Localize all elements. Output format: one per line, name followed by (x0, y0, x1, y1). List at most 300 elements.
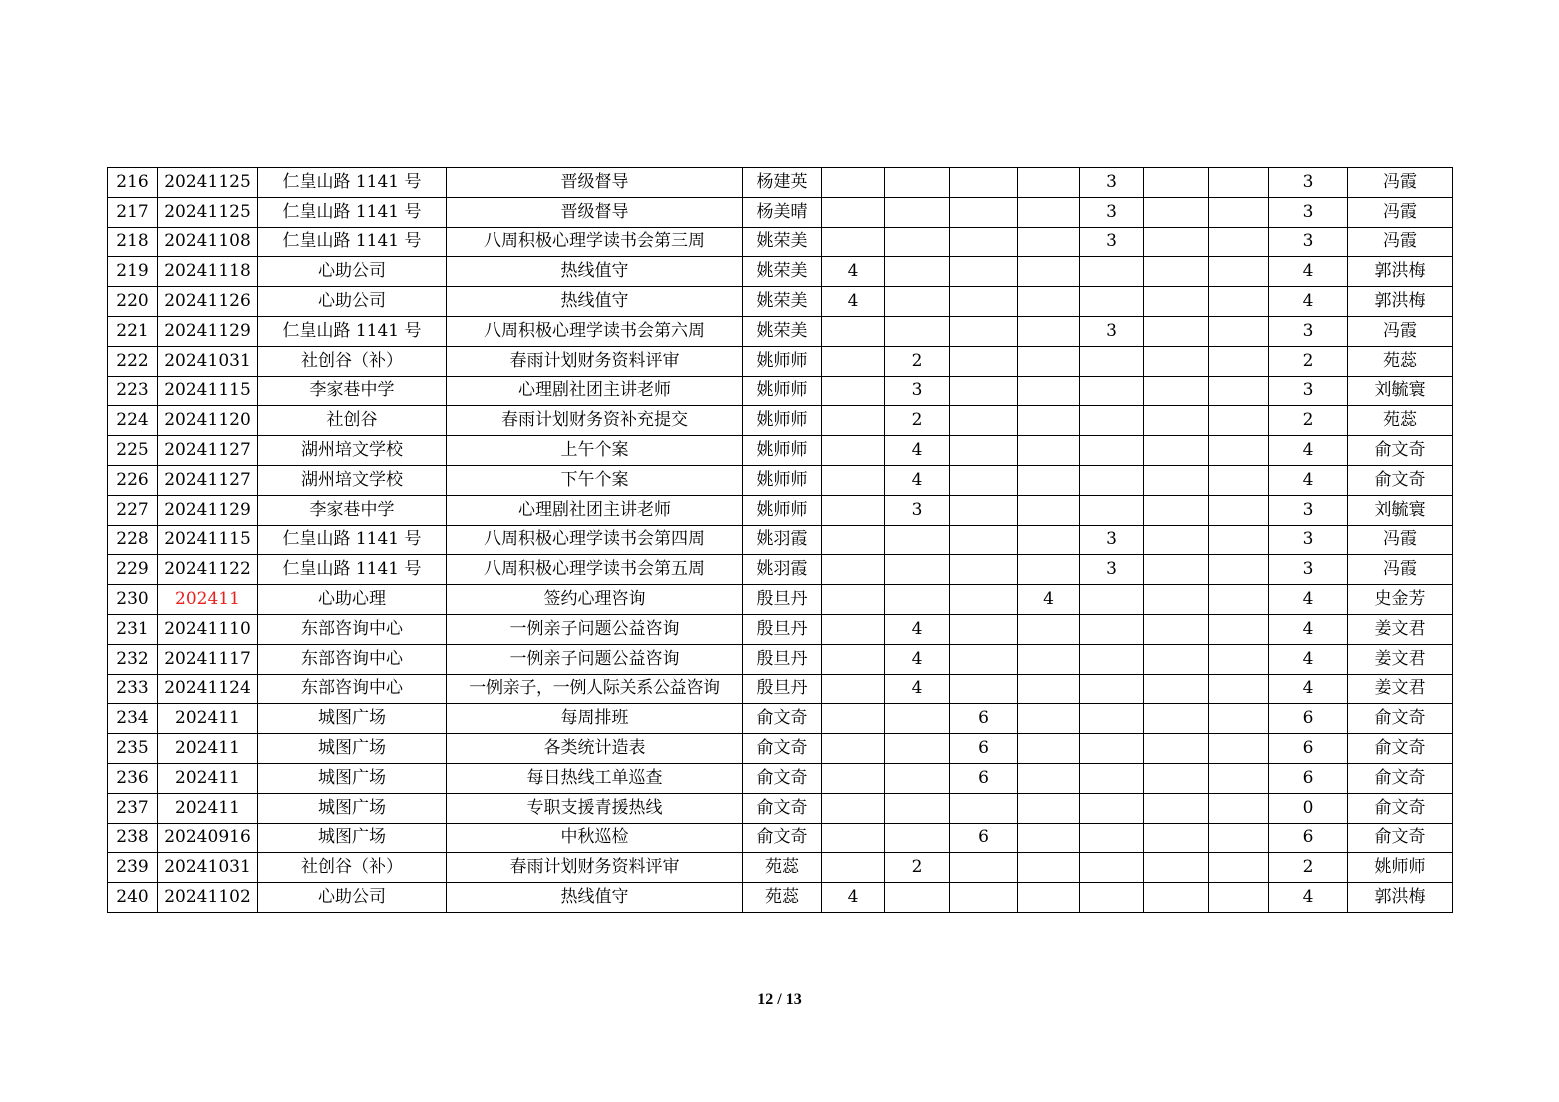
cell-seq: 221 (108, 316, 158, 346)
cell-c1 (822, 853, 885, 883)
cell-confirmer: 刘毓寰 (1348, 495, 1453, 525)
cell-c3 (950, 585, 1018, 615)
cell-c6 (1144, 614, 1209, 644)
table-row (108, 168, 1453, 198)
cell-c2 (885, 197, 950, 227)
cell-c1 (822, 674, 885, 704)
cell-c1 (822, 525, 885, 555)
cell-c3 (950, 644, 1018, 674)
cell-location: 心助公司 (258, 287, 447, 317)
cell-c1: 4 (822, 257, 885, 287)
cell-c2 (885, 168, 950, 198)
cell-c5: 3 (1080, 168, 1144, 198)
page-number: 12 / 13 (757, 991, 802, 1008)
cell-seq: 222 (108, 346, 158, 376)
cell-c4 (1018, 197, 1080, 227)
table-row (108, 763, 1453, 793)
cell-c6 (1144, 376, 1209, 406)
cell-c1 (822, 465, 885, 495)
cell-c3 (950, 883, 1018, 913)
cell-location: 社创谷（补） (258, 853, 447, 883)
cell-c7 (1209, 346, 1269, 376)
cell-c2: 2 (885, 853, 950, 883)
cell-c3 (950, 406, 1018, 436)
cell-person: 苑蕊 (743, 853, 822, 883)
cell-total: 4 (1269, 287, 1348, 317)
cell-total: 3 (1269, 376, 1348, 406)
cell-c1 (822, 644, 885, 674)
cell-c3 (950, 525, 1018, 555)
cell-c4 (1018, 823, 1080, 853)
cell-c3 (950, 555, 1018, 585)
cell-confirmer: 冯霞 (1348, 555, 1453, 585)
cell-location: 湖州培文学校 (258, 436, 447, 466)
cell-date: 202411 (158, 763, 258, 793)
cell-total: 4 (1269, 465, 1348, 495)
table-row (108, 227, 1453, 257)
cell-location: 城图广场 (258, 704, 447, 734)
cell-c5 (1080, 287, 1144, 317)
table-row (108, 436, 1453, 466)
cell-c7 (1209, 436, 1269, 466)
cell-total: 3 (1269, 316, 1348, 346)
cell-c4 (1018, 168, 1080, 198)
cell-c2 (885, 257, 950, 287)
cell-date: 20241102 (158, 883, 258, 913)
cell-person: 殷旦丹 (743, 614, 822, 644)
cell-c4 (1018, 674, 1080, 704)
cell-seq: 218 (108, 227, 158, 257)
cell-person: 姚师师 (743, 406, 822, 436)
cell-c5 (1080, 853, 1144, 883)
cell-date: 20241115 (158, 376, 258, 406)
cell-activity: 签约心理咨询 (447, 585, 743, 615)
table-row (108, 734, 1453, 764)
cell-activity: 一例亲子问题公益咨询 (447, 614, 743, 644)
table-row (108, 465, 1453, 495)
cell-person: 姚荣美 (743, 287, 822, 317)
cell-c6 (1144, 674, 1209, 704)
cell-c5: 3 (1080, 555, 1144, 585)
cell-c1 (822, 704, 885, 734)
cell-c2 (885, 763, 950, 793)
table-row (108, 614, 1453, 644)
cell-date: 20241118 (158, 257, 258, 287)
cell-c1 (822, 763, 885, 793)
cell-c7 (1209, 823, 1269, 853)
cell-c6 (1144, 197, 1209, 227)
cell-total: 0 (1269, 793, 1348, 823)
cell-person: 俞文奇 (743, 734, 822, 764)
cell-activity: 热线值守 (447, 257, 743, 287)
cell-c1 (822, 376, 885, 406)
record-table (107, 167, 1453, 913)
cell-seq: 224 (108, 406, 158, 436)
cell-activity: 中秋巡检 (447, 823, 743, 853)
cell-c4 (1018, 287, 1080, 317)
cell-c7 (1209, 525, 1269, 555)
cell-c2 (885, 287, 950, 317)
cell-c6 (1144, 436, 1209, 466)
cell-c1: 4 (822, 883, 885, 913)
cell-activity: 每日热线工单巡查 (447, 763, 743, 793)
cell-location: 仁皇山路 1141 号 (258, 197, 447, 227)
cell-confirmer: 郭洪梅 (1348, 257, 1453, 287)
cell-total: 2 (1269, 853, 1348, 883)
cell-c5: 3 (1080, 525, 1144, 555)
cell-c1 (822, 436, 885, 466)
cell-person: 俞文奇 (743, 823, 822, 853)
cell-confirmer: 冯霞 (1348, 227, 1453, 257)
cell-total: 6 (1269, 763, 1348, 793)
cell-confirmer: 俞文奇 (1348, 734, 1453, 764)
cell-confirmer: 俞文奇 (1348, 704, 1453, 734)
cell-c2: 4 (885, 674, 950, 704)
cell-activity: 心理剧社团主讲老师 (447, 376, 743, 406)
cell-seq: 217 (108, 197, 158, 227)
cell-activity: 春雨计划财务资补充提交 (447, 406, 743, 436)
cell-c5: 3 (1080, 227, 1144, 257)
cell-seq: 238 (108, 823, 158, 853)
cell-c3 (950, 376, 1018, 406)
table-row (108, 644, 1453, 674)
cell-c6 (1144, 495, 1209, 525)
cell-c3 (950, 168, 1018, 198)
cell-date: 20241120 (158, 406, 258, 436)
cell-c6 (1144, 555, 1209, 585)
cell-c6 (1144, 853, 1209, 883)
cell-total: 3 (1269, 227, 1348, 257)
cell-c2 (885, 704, 950, 734)
cell-activity: 春雨计划财务资料评审 (447, 346, 743, 376)
cell-seq: 228 (108, 525, 158, 555)
cell-date: 20240916 (158, 823, 258, 853)
cell-location: 心助公司 (258, 257, 447, 287)
cell-c4 (1018, 644, 1080, 674)
cell-c5 (1080, 585, 1144, 615)
cell-activity: 春雨计划财务资料评审 (447, 853, 743, 883)
cell-c6 (1144, 704, 1209, 734)
cell-c3 (950, 853, 1018, 883)
cell-c2 (885, 227, 950, 257)
cell-person: 杨美晴 (743, 197, 822, 227)
cell-c7 (1209, 644, 1269, 674)
cell-total: 4 (1269, 614, 1348, 644)
cell-c5 (1080, 823, 1144, 853)
cell-seq: 219 (108, 257, 158, 287)
cell-date: 20241110 (158, 614, 258, 644)
cell-c4: 4 (1018, 585, 1080, 615)
cell-c6 (1144, 734, 1209, 764)
cell-activity: 各类统计造表 (447, 734, 743, 764)
cell-seq: 230 (108, 585, 158, 615)
cell-c5 (1080, 614, 1144, 644)
cell-c1 (822, 227, 885, 257)
cell-c3 (950, 436, 1018, 466)
cell-seq: 233 (108, 674, 158, 704)
cell-c5 (1080, 465, 1144, 495)
cell-c5 (1080, 883, 1144, 913)
cell-total: 3 (1269, 525, 1348, 555)
cell-location: 心助心理 (258, 585, 447, 615)
cell-c6 (1144, 793, 1209, 823)
cell-c7 (1209, 614, 1269, 644)
cell-c2 (885, 823, 950, 853)
cell-c1 (822, 346, 885, 376)
cell-c1 (822, 614, 885, 644)
cell-c7 (1209, 465, 1269, 495)
cell-c3 (950, 197, 1018, 227)
cell-total: 4 (1269, 883, 1348, 913)
cell-confirmer: 冯霞 (1348, 197, 1453, 227)
cell-seq: 239 (108, 853, 158, 883)
cell-person: 姚荣美 (743, 316, 822, 346)
cell-total: 6 (1269, 734, 1348, 764)
cell-c2: 4 (885, 465, 950, 495)
cell-c7 (1209, 168, 1269, 198)
cell-c5 (1080, 763, 1144, 793)
cell-date: 202411 (158, 704, 258, 734)
cell-location: 仁皇山路 1141 号 (258, 525, 447, 555)
cell-date: 20241108 (158, 227, 258, 257)
table-row (108, 406, 1453, 436)
cell-c4 (1018, 316, 1080, 346)
cell-c7 (1209, 257, 1269, 287)
cell-location: 社创谷 (258, 406, 447, 436)
cell-activity: 下午个案 (447, 465, 743, 495)
cell-activity: 八周积极心理学读书会第六周 (447, 316, 743, 346)
cell-confirmer: 苑蕊 (1348, 346, 1453, 376)
cell-c3 (950, 674, 1018, 704)
cell-confirmer: 郭洪梅 (1348, 883, 1453, 913)
cell-activity: 上午个案 (447, 436, 743, 466)
cell-c3 (950, 257, 1018, 287)
cell-activity: 专职支援青援热线 (447, 793, 743, 823)
cell-confirmer: 史金芳 (1348, 585, 1453, 615)
cell-c4 (1018, 853, 1080, 883)
cell-total: 4 (1269, 257, 1348, 287)
cell-seq: 236 (108, 763, 158, 793)
cell-c3: 6 (950, 734, 1018, 764)
cell-c3 (950, 227, 1018, 257)
cell-activity: 八周积极心理学读书会第三周 (447, 227, 743, 257)
cell-c4 (1018, 346, 1080, 376)
cell-seq: 240 (108, 883, 158, 913)
table-row (108, 346, 1453, 376)
cell-seq: 232 (108, 644, 158, 674)
cell-c6 (1144, 257, 1209, 287)
cell-c3: 6 (950, 823, 1018, 853)
cell-c2 (885, 555, 950, 585)
cell-person: 殷旦丹 (743, 585, 822, 615)
cell-seq: 235 (108, 734, 158, 764)
cell-confirmer: 俞文奇 (1348, 436, 1453, 466)
cell-date: 20241127 (158, 436, 258, 466)
cell-c1 (822, 316, 885, 346)
cell-c7 (1209, 555, 1269, 585)
cell-c6 (1144, 585, 1209, 615)
cell-total: 4 (1269, 585, 1348, 615)
table-row (108, 674, 1453, 704)
cell-activity: 八周积极心理学读书会第五周 (447, 555, 743, 585)
cell-date: 20241124 (158, 674, 258, 704)
cell-location: 东部咨询中心 (258, 644, 447, 674)
cell-location: 李家巷中学 (258, 376, 447, 406)
cell-person: 姚师师 (743, 376, 822, 406)
cell-c7 (1209, 406, 1269, 436)
cell-date: 20241129 (158, 495, 258, 525)
cell-location: 李家巷中学 (258, 495, 447, 525)
cell-c7 (1209, 883, 1269, 913)
cell-c4 (1018, 883, 1080, 913)
cell-confirmer: 姜文君 (1348, 644, 1453, 674)
cell-c7 (1209, 376, 1269, 406)
cell-c5: 3 (1080, 197, 1144, 227)
cell-c6 (1144, 227, 1209, 257)
cell-date: 20241115 (158, 525, 258, 555)
cell-c4 (1018, 406, 1080, 436)
cell-c4 (1018, 257, 1080, 287)
cell-activity: 一例亲子问题公益咨询 (447, 644, 743, 674)
cell-c3 (950, 346, 1018, 376)
cell-activity: 晋级督导 (447, 168, 743, 198)
cell-c2: 4 (885, 644, 950, 674)
cell-c7 (1209, 287, 1269, 317)
cell-c1 (822, 495, 885, 525)
cell-c4 (1018, 734, 1080, 764)
cell-c7 (1209, 585, 1269, 615)
cell-c7 (1209, 704, 1269, 734)
table-row (108, 257, 1453, 287)
cell-c6 (1144, 287, 1209, 317)
record-table-body (108, 168, 1453, 913)
cell-total: 2 (1269, 406, 1348, 436)
cell-c3: 6 (950, 763, 1018, 793)
cell-c7 (1209, 734, 1269, 764)
cell-location: 城图广场 (258, 823, 447, 853)
cell-c2 (885, 793, 950, 823)
cell-c6 (1144, 763, 1209, 793)
cell-location: 城图广场 (258, 793, 447, 823)
cell-confirmer: 俞文奇 (1348, 823, 1453, 853)
cell-person: 姚羽霞 (743, 555, 822, 585)
table-row (108, 287, 1453, 317)
cell-confirmer: 俞文奇 (1348, 465, 1453, 495)
cell-c6 (1144, 465, 1209, 495)
cell-c5 (1080, 406, 1144, 436)
cell-c7 (1209, 495, 1269, 525)
cell-c2: 4 (885, 614, 950, 644)
cell-person: 姚荣美 (743, 257, 822, 287)
table-row (108, 525, 1453, 555)
cell-c2: 2 (885, 346, 950, 376)
cell-activity: 晋级督导 (447, 197, 743, 227)
cell-location: 仁皇山路 1141 号 (258, 316, 447, 346)
cell-c5 (1080, 674, 1144, 704)
cell-confirmer: 冯霞 (1348, 316, 1453, 346)
cell-c2 (885, 734, 950, 764)
cell-c2: 3 (885, 495, 950, 525)
cell-person: 姚师师 (743, 465, 822, 495)
cell-total: 6 (1269, 704, 1348, 734)
cell-activity: 热线值守 (447, 883, 743, 913)
cell-c5 (1080, 704, 1144, 734)
cell-confirmer: 冯霞 (1348, 525, 1453, 555)
cell-total: 4 (1269, 674, 1348, 704)
cell-c2: 4 (885, 436, 950, 466)
cell-c4 (1018, 465, 1080, 495)
cell-activity: 八周积极心理学读书会第四周 (447, 525, 743, 555)
cell-total: 3 (1269, 197, 1348, 227)
cell-location: 仁皇山路 1141 号 (258, 555, 447, 585)
cell-location: 东部咨询中心 (258, 614, 447, 644)
cell-c6 (1144, 168, 1209, 198)
cell-c4 (1018, 525, 1080, 555)
cell-c1 (822, 585, 885, 615)
cell-seq: 237 (108, 793, 158, 823)
cell-seq: 223 (108, 376, 158, 406)
cell-c3 (950, 465, 1018, 495)
cell-person: 俞文奇 (743, 763, 822, 793)
cell-confirmer: 苑蕊 (1348, 406, 1453, 436)
cell-person: 姚羽霞 (743, 525, 822, 555)
cell-person: 杨建英 (743, 168, 822, 198)
cell-date: 20241031 (158, 346, 258, 376)
cell-c3: 6 (950, 704, 1018, 734)
cell-confirmer: 姚师师 (1348, 853, 1453, 883)
cell-total: 3 (1269, 555, 1348, 585)
cell-c5 (1080, 376, 1144, 406)
cell-seq: 227 (108, 495, 158, 525)
cell-date: 20241126 (158, 287, 258, 317)
cell-c1 (822, 197, 885, 227)
table-row (108, 376, 1453, 406)
cell-confirmer: 姜文君 (1348, 674, 1453, 704)
cell-c2: 3 (885, 376, 950, 406)
cell-c4 (1018, 614, 1080, 644)
cell-location: 仁皇山路 1141 号 (258, 168, 447, 198)
cell-c2 (885, 585, 950, 615)
cell-c5 (1080, 644, 1144, 674)
cell-c1 (822, 823, 885, 853)
cell-c5 (1080, 346, 1144, 376)
cell-c7 (1209, 763, 1269, 793)
cell-date: 20241122 (158, 555, 258, 585)
cell-c4 (1018, 495, 1080, 525)
cell-c2 (885, 316, 950, 346)
cell-c6 (1144, 644, 1209, 674)
cell-person: 姚师师 (743, 436, 822, 466)
cell-seq: 234 (108, 704, 158, 734)
cell-person: 姚师师 (743, 495, 822, 525)
table-row (108, 585, 1453, 615)
cell-c6 (1144, 406, 1209, 436)
table-row (108, 823, 1453, 853)
cell-c1 (822, 793, 885, 823)
cell-date: 202411 (158, 585, 258, 615)
cell-c1 (822, 555, 885, 585)
cell-c7 (1209, 853, 1269, 883)
cell-person: 姚师师 (743, 346, 822, 376)
cell-person: 殷旦丹 (743, 674, 822, 704)
cell-total: 4 (1269, 644, 1348, 674)
table-row (108, 853, 1453, 883)
cell-total: 3 (1269, 168, 1348, 198)
cell-c4 (1018, 555, 1080, 585)
table-row (108, 495, 1453, 525)
table-row (108, 555, 1453, 585)
cell-c6 (1144, 823, 1209, 853)
